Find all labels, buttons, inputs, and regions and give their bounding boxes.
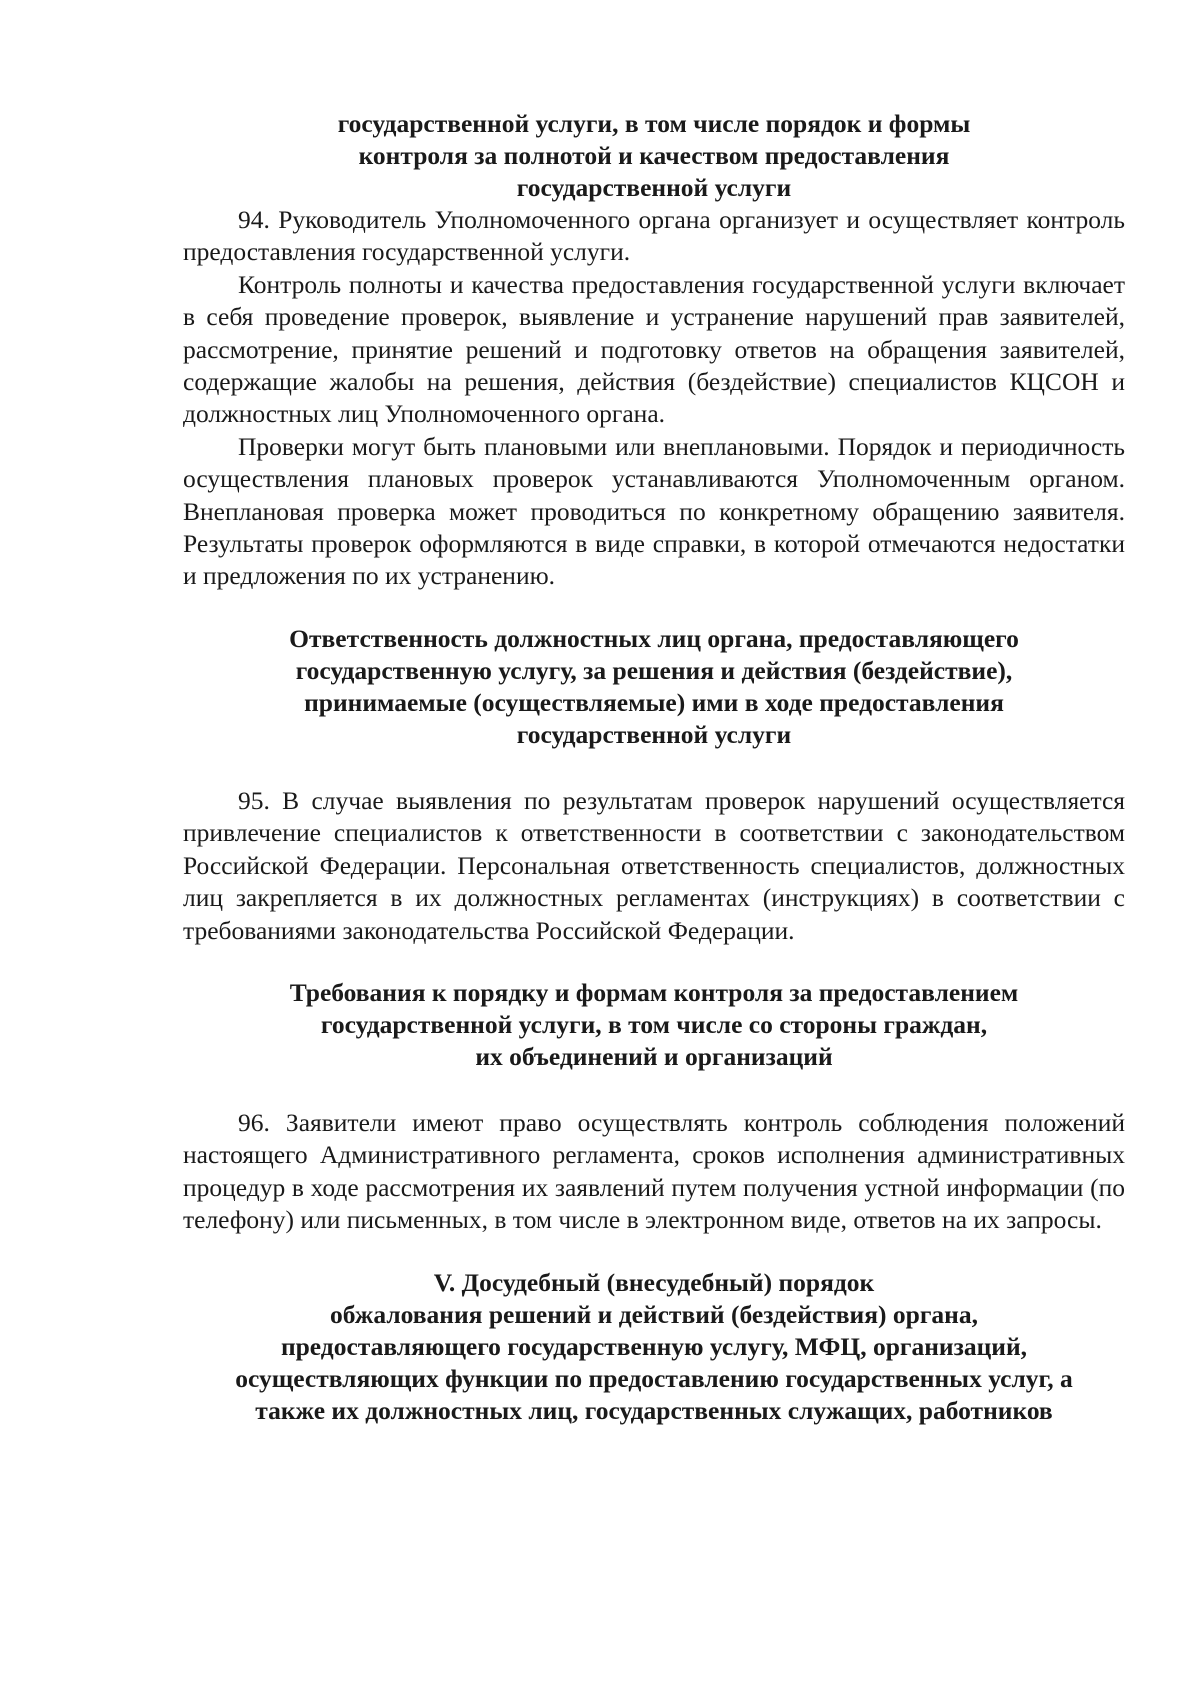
heading-line: контроля за полнотой и качеством предоставления	[358, 141, 950, 170]
heading-line: принимаемые (осуществляемые) ими в ходе предоставления	[304, 687, 1004, 717]
heading-line: Требования к порядку и формам контроля за предоставлением	[289, 977, 1019, 1007]
spacer	[183, 751, 1125, 785]
spacer	[183, 593, 1125, 623]
heading-line: государственную услугу, за решения и действия (бездействие),	[295, 655, 1013, 685]
paragraph-94: 94. Руководитель Уполномоченного органа организует и осуществляет контроль предоставления государственной услуги.	[183, 205, 1125, 267]
heading-line: Ответственность должностных лиц органа, предоставляющего	[289, 623, 1019, 653]
heading-line: их объединений и организаций	[475, 1041, 833, 1071]
paragraph-95: 95. В случае выявления по результатам проверок нарушений осуществляется привлечение специалистов к ответственности в соответствии с законодательством Российской Федерации. Персональная ответственность специалистов, должностных лиц закрепляется в их должностных регламентах (инструкциях) в соответствии с требованиями законодательства Российской Федерации.	[183, 785, 1125, 945]
heading-line: также их должностных лиц, государственных служащих, работников	[255, 1395, 1053, 1425]
heading-line: государственной услуги, в том числе порядок и формы	[337, 109, 971, 138]
spacer	[183, 947, 1125, 977]
section-heading-responsibility	[183, 623, 1125, 751]
paragraph-96: 96. Заявители имеют право осуществлять контроль соблюдения положений настоящего Административного регламента, сроков исполнения административных процедур в ходе рассмотрения их заявлений путем получения устной информации (по телефону) или письменных, в том числе в электронном виде, ответов на их запросы.	[183, 1107, 1125, 1235]
heading-line: государственной услуги, в том числе со стороны граждан,	[320, 1009, 988, 1039]
heading-line: государственной услуги	[516, 173, 792, 202]
heading-line: обжалования решений и действий (бездействия) органа,	[330, 1299, 978, 1329]
heading-line: предоставляющего государственную услугу, МФЦ, организаций,	[280, 1331, 1028, 1361]
heading-line: государственной услуги	[516, 719, 792, 749]
spacer	[183, 1237, 1125, 1267]
document-body	[183, 108, 1125, 1427]
paragraph-control-scope: Контроль полноты и качества предоставления государственной услуги включает в себя проведение проверок, выявление и устранение нарушений прав заявителей, рассмотрение, принятие решений и подготовку ответов на обращения заявителей, содержащие жалобы на решения, действия (бездействие) специалистов КЦСОН и должностных лиц Уполномоченного органа.	[183, 269, 1125, 429]
paragraph-inspections: Проверки могут быть плановыми или внеплановыми. Порядок и периодичность осуществления плановых проверок устанавливаются Уполномоченным органом. Внеплановая проверка может проводиться по конкретному обращению заявителя. Результаты проверок оформляются в виде справки, в которой отмечаются недостатки и предложения по их устранению.	[183, 431, 1125, 591]
section-heading-requirements	[183, 977, 1125, 1073]
heading-line: V. Досудебный (внесудебный) порядок	[433, 1267, 875, 1297]
section-heading-appeal	[183, 1267, 1125, 1427]
section-heading-control	[183, 108, 1125, 204]
spacer	[183, 1073, 1125, 1107]
heading-line: осуществляющих функции по предоставлению государственных услуг, а	[235, 1363, 1073, 1393]
